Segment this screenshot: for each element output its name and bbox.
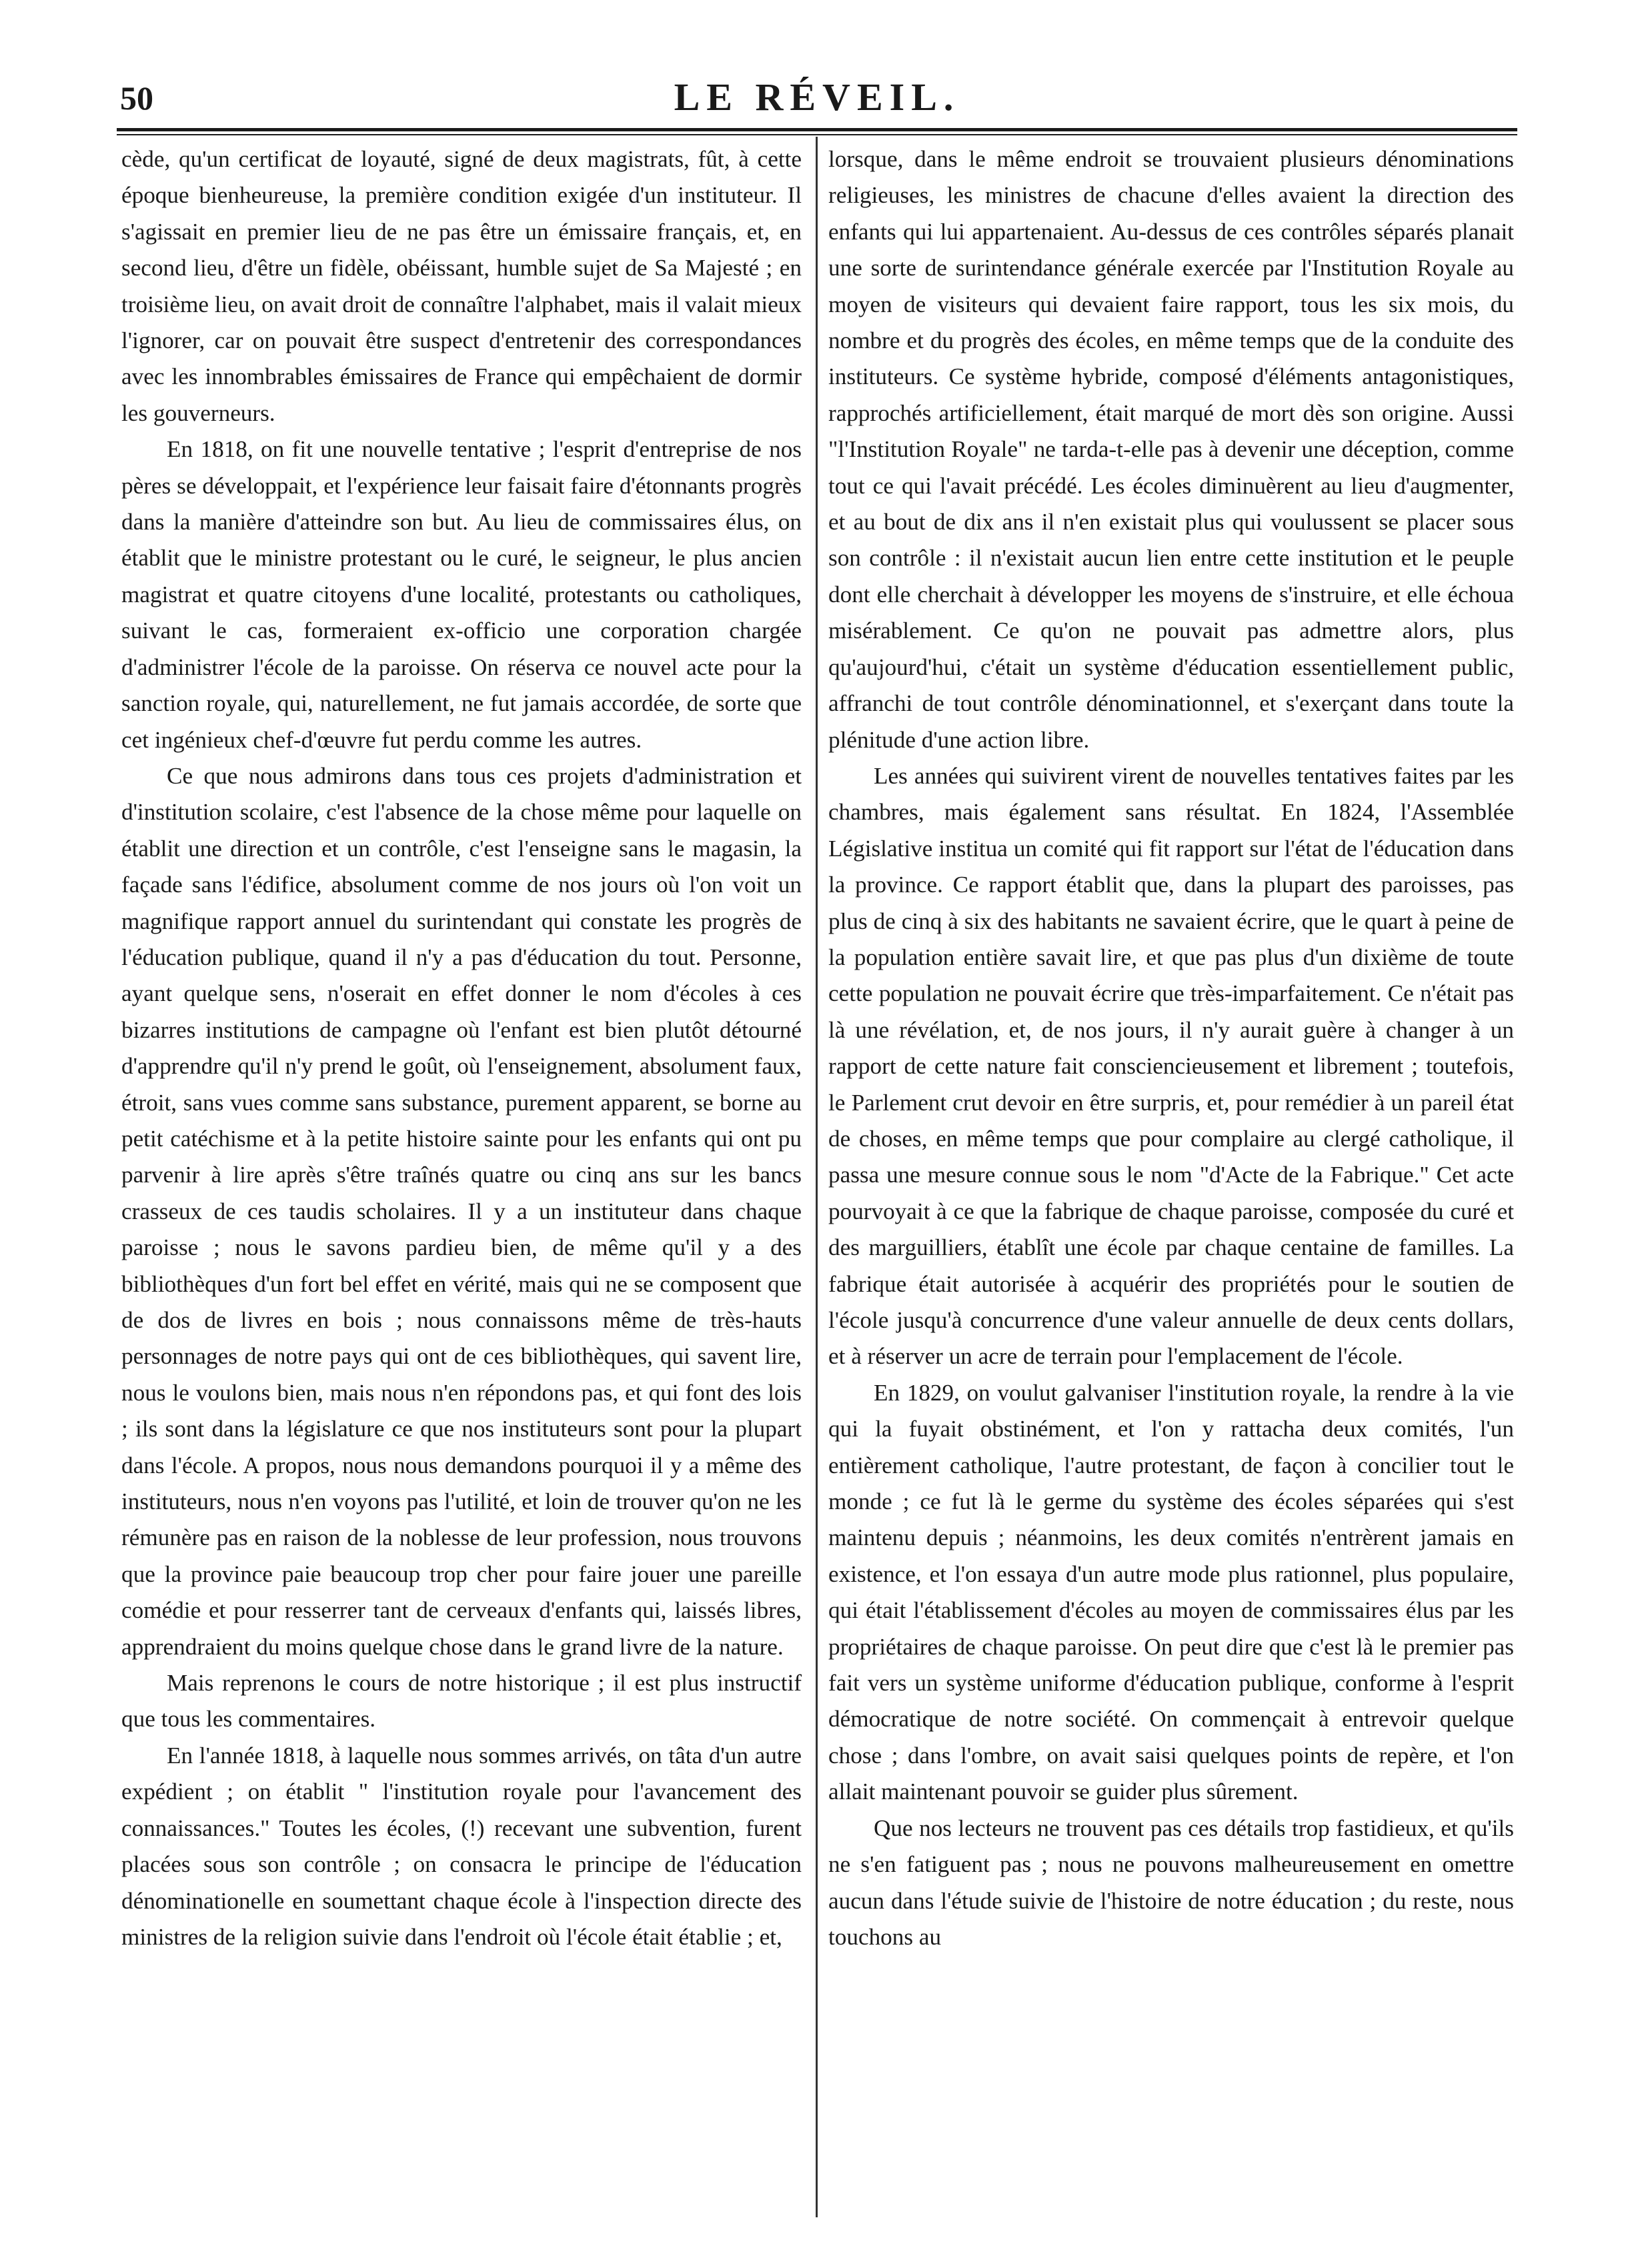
paragraph: En l'année 1818, à laquelle nous sommes arrivés, on tâta d'un autre expédient ; on établit " l'institution royale pour l'avancement des connaissances." Toutes les écoles, (!) recevant une subvention, furent placées sous son contrôle ; on consacra le principe de l'éducation dénominationelle en soumettant chaque école à l'inspection directe des ministres de la religion suivie dans l'endroit où l'école était établie ; et, [121, 1742, 802, 1950]
paragraph: lorsque, dans le même endroit se trouvaient plusieurs dénominations religieuses, les ministres de chacune d'elles avaient la direction des enfants qui lui appartenaient. Au-dessus de ces contrôles séparés planait une sorte de surintendance générale exercée par l'Institution Royale au moyen de visiteurs qui devaient faire rapport, tous les six mois, du nombre et du progrès des écoles, en même temps que de la conduite des instituteurs. Ce système hybride, composé d'éléments antagonistiques, rapprochés artificiellement, était marqué de mort dès son origine. Aussi "l'Institution Royale" ne tarda-t-elle pas à devenir une déception, comme tout ce qui l'avait précédé. Les écoles diminuèrent au lieu d'augmenter, et au bout de dix ans il n'en existait plus qui voulussent se placer sous son contrôle : il n'existait aucun lien entre cette institution et le peuple dont elle cherchait à développer les moyens de s'instruire, et elle échoua misérablement. Ce qu'on ne pouvait pas admettre alors, plus qu'aujourd'hui, c'était un système d'éducation essentiellement public, affranchi de tout contrôle dénominationnel, et s'exerçant dans toute la plénitude d'une action libre. [828, 146, 1514, 753]
paragraph: cède, qu'un certificat de loyauté, signé de deux magistrats, fût, à cette époque bienheureuse, la première condition exigée d'un instituteur. Il s'agissait en premier lieu de ne pas être un émissaire français, et, en second lieu, d'être un fidèle, obéissant, humble sujet de Sa Majesté ; en troisième lieu, on avait droit de connaître l'alphabet, mais il valait mieux l'ignorer, car on pouvait être suspect d'entretenir des correspondances avec les innombrables émissaires de France qui empêchaient de dormir les gouverneurs. [121, 146, 802, 426]
header-rule-thin [117, 134, 1517, 135]
paragraph: En 1818, on fit une nouvelle tentative ; l'esprit d'entreprise de nos pères se développait, et l'expérience leur faisait faire d'étonnants progrès dans la manière d'atteindre son but. Au lieu de commissaires élus, on établit que le ministre protestant ou le curé, le seigneur, le plus ancien magistrat et quatre citoyens d'une localité, protestants ou catholiques, suivant le cas, formeraient ex-officio une corporation chargée d'administrer l'école de la paroisse. On réserva ce nouvel acte pour la sanction royale, qui, naturellement, ne fut jamais accordée, de sorte que cet ingénieux chef-d'œuvre fut perdu comme les autres. [121, 436, 802, 753]
paragraph: Mais reprenons le cours de notre historique ; il est plus instructif que tous les commentaires. [121, 1670, 802, 1733]
right-column [828, 141, 1514, 1955]
running-title: LE RÉVEIL. [674, 75, 960, 119]
left-column [121, 141, 802, 1955]
header-rule-thick [117, 128, 1517, 131]
paragraph: Les années qui suivirent virent de nouvelles tentatives faites par les chambres, mais également sans résultat. En 1824, l'Assemblée Législative institua un comité qui fit rapport sur l'état de l'éducation dans la province. Ce rapport établit que, dans la plupart des paroisses, pas plus de cinq à six des habitants ne savaient écrire, que le quart à peine de la population entière savait lire, et que pas plus d'un dixième de toute cette population ne pouvait écrire que très-imparfaitement. Ce n'était pas là une révélation, et, de nos jours, il n'y aurait guère à changer à un rapport de cette nature fait consciencieusement et librement ; toutefois, le Parlement crut devoir en être surpris, et, pour remédier à un pareil état de choses, en même temps que pour complaire au clergé catholique, il passa une mesure connue sous le nom "d'Acte de la Fabrique." Cet acte pourvoyait à ce que la fabrique de chaque paroisse, composée du curé et des marguilliers, établît une école par chaque centaine de familles. La fabrique était autorisée à acquérir des propriétés pour le soutien de l'école jusqu'à concurrence d'une valeur annuelle de deux cents dollars, et à réserver un acre de terrain pour l'emplacement de l'école. [828, 762, 1514, 1370]
paragraph: Que nos lecteurs ne trouvent pas ces détails trop fastidieux, et qu'ils ne s'en fatiguent pas ; nous ne pouvons malheureusement en omettre aucun dans l'étude suivie de l'histoire de notre éducation ; du reste, nous touchons au [828, 1815, 1514, 1950]
paragraph: Ce que nous admirons dans tous ces projets d'administration et d'institution scolaire, c'est l'absence de la chose même pour laquelle on établit une direction et un contrôle, c'est l'enseigne sans le magasin, la façade sans l'édifice, absolument comme de nos jours où l'on voit un magnifique rapport annuel du surintendant qui constate les progrès de l'éducation publique, quand il n'y a pas d'éducation du tout. Personne, ayant quelque sens, n'oserait en effet donner le nom d'écoles à ces bizarres institutions de campagne où l'enfant est bien plutôt détourné d'apprendre qu'il n'y prend le goût, où l'enseignement, absolument faux, étroit, sans vues comme sans substance, purement apparent, se borne au petit catéchisme et à la petite histoire sainte pour les enfants qui ont pu parvenir à lire après s'être traînés quatre ou cinq ans sur les bancs crasseux de ces taudis scholaires. Il y a un instituteur dans chaque paroisse ; nous le savons pardieu bien, de même qu'il y a des bibliothèques d'un fort bel effet en vérité, mais qui ne se composent que de dos de livres en bois ; nous connaissons même de très-hauts personnages de notre pays qui ont de ces bibliothèques, qui savent lire, nous le voulons bien, mais nous n'en répondons pas, et qui font des lois ; ils sont dans la législature ce que nos instituteurs sont pour la plupart dans l'école. A propos, nous nous demandons pourquoi il y a même des instituteurs, nous n'en voyons pas l'utilité, et loin de trouver qu'on ne les rémunère pas en raison de la noblesse de leur profession, nous trouvons que la province paie beaucoup trop cher pour faire jouer une pareille comédie et pour resserrer tant de cerveaux d'enfants qui, laissés libres, apprendraient du moins quelque chose dans le grand livre de la nature. [121, 762, 802, 1660]
column-divider [816, 137, 818, 2217]
page-header [120, 73, 1514, 127]
page-number: 50 [120, 79, 153, 117]
paragraph: En 1829, on voulut galvaniser l'institution royale, la rendre à la vie qui la fuyait obstinément, et l'on y rattacha deux comités, l'un entièrement catholique, l'autre protestant, de façon à concilier tout le monde ; ce fut là le germe du système des écoles séparées qui s'est maintenu depuis ; néanmoins, les deux comités n'entrèrent jamais en existence, et l'on essaya d'un autre mode plus rationnel, plus populaire, qui était l'établissement d'écoles au moyen de commissaires élus par les propriétaires de chaque paroisse. On peut dire que c'est là le premier pas fait vers un système uniforme d'éducation publique, conforme à l'esprit démocratique de notre société. On commençait à entrevoir quelque chose ; dans l'ombre, on avait saisi quelques points de repère, et l'on allait maintenant pouvoir se guider plus sûrement. [828, 1379, 1514, 1805]
